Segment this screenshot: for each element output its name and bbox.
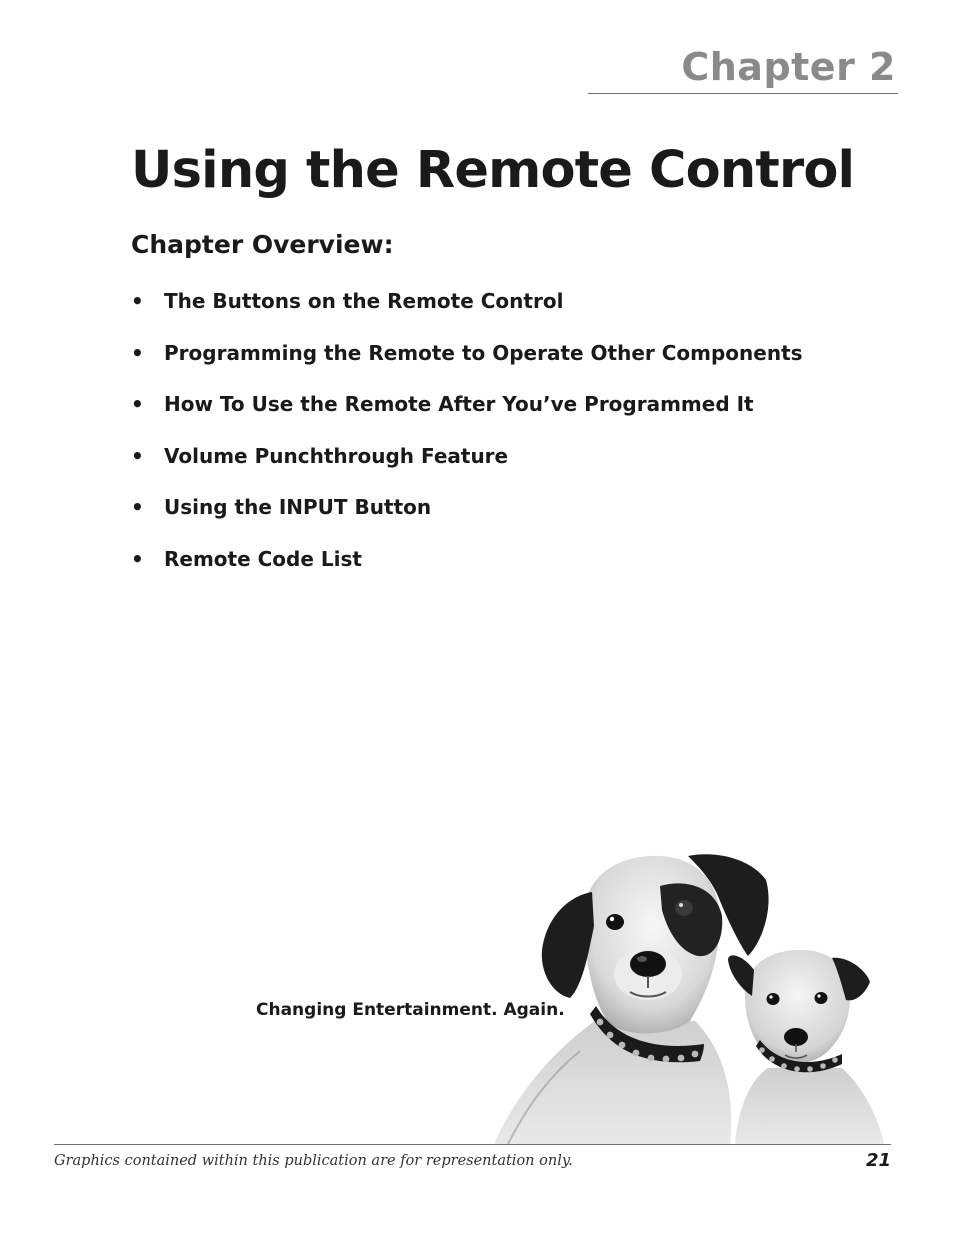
list-item-label: Volume Punchthrough Feature <box>164 443 509 468</box>
list-item-label: Using the INPUT Button <box>164 495 432 519</box>
list-item-label: Remote Code List <box>164 546 362 571</box>
list-item <box>131 442 803 494</box>
list-item <box>131 545 803 597</box>
overview-heading: Chapter Overview: <box>131 230 394 259</box>
bullet-icon: • <box>131 340 144 365</box>
list-item-label: How To Use the Remote After You’ve Programmed It <box>164 392 754 416</box>
list-item-label: Programming the Remote to Operate Other Components <box>164 340 803 365</box>
bullet-icon: • <box>131 443 144 468</box>
footer-divider <box>54 1144 891 1145</box>
list-item <box>131 390 803 442</box>
chapter-divider <box>588 93 898 94</box>
overview-list <box>131 287 803 596</box>
bullet-icon: • <box>131 289 144 313</box>
bullet-icon: • <box>131 495 144 519</box>
bullet-icon: • <box>131 546 144 571</box>
footer-disclaimer: Graphics contained within this publication are for representation only. <box>54 1153 573 1169</box>
page-number: 21 <box>865 1150 891 1171</box>
small-dog <box>728 950 884 1144</box>
list-item <box>131 287 803 339</box>
bullet-icon: • <box>131 392 144 416</box>
big-dog <box>494 854 769 1144</box>
chapter-label: Chapter 2 <box>681 45 896 89</box>
list-item <box>131 493 803 545</box>
list-item <box>131 339 803 391</box>
two-dogs-icon <box>490 846 900 1146</box>
page-title: Using the Remote Control <box>131 141 855 200</box>
brand-tagline: Changing Entertainment. Again. <box>256 1000 565 1020</box>
list-item-label: The Buttons on the Remote Control <box>164 289 564 313</box>
